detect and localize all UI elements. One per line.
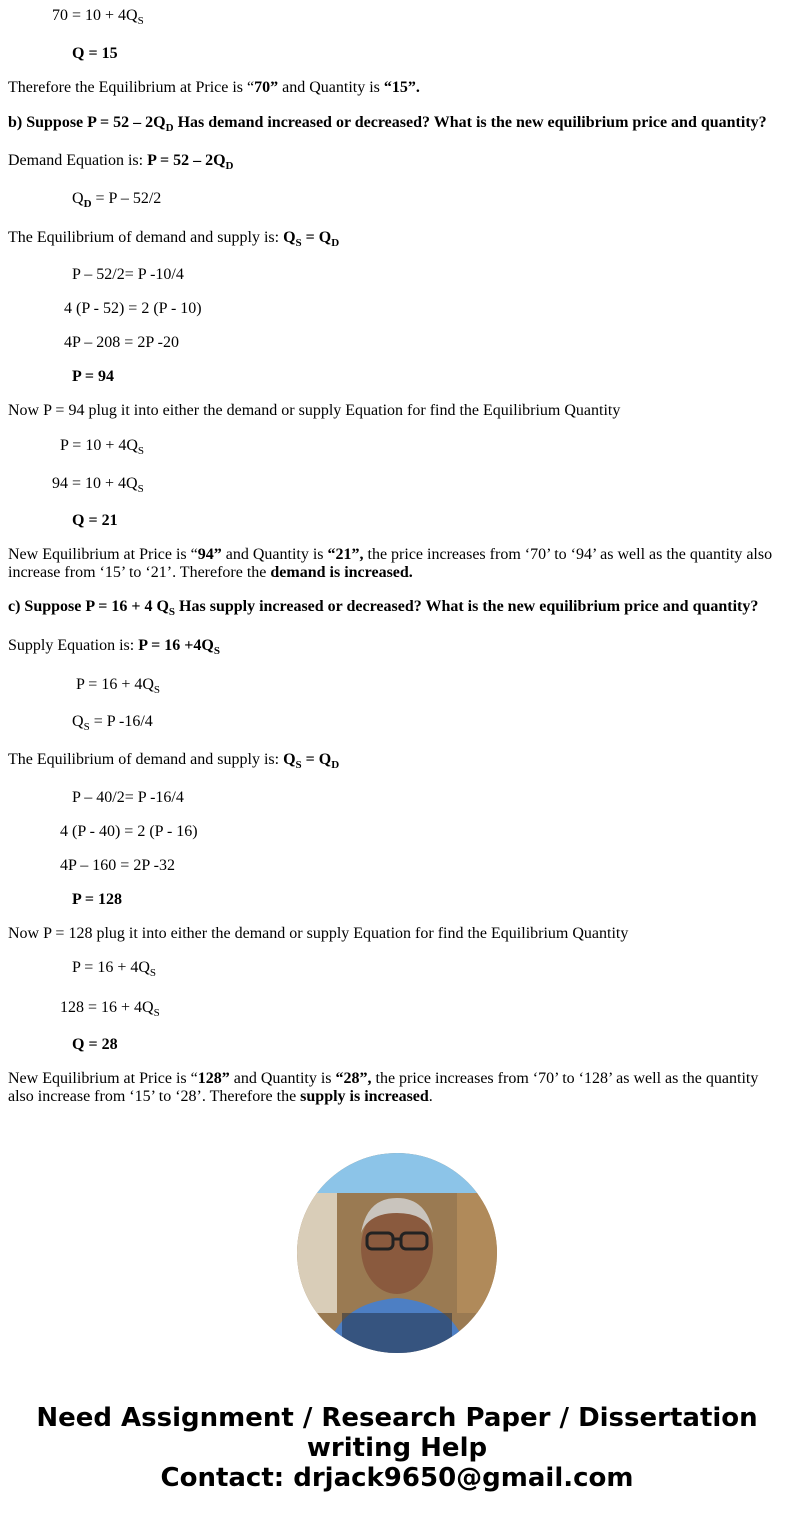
text-line (72, 1036, 118, 1054)
subscript: S (295, 237, 302, 249)
text-segment: P = 10 + 4Q (60, 437, 138, 454)
footer-contact-text: Contact: drjack9650@gmail.com (160, 1463, 634, 1493)
text-segment: . (428, 1088, 433, 1105)
subscript: S (213, 645, 220, 657)
text-line (72, 891, 122, 909)
text-segment: the price increases from ‘70’ to ‘128’ as well as the quantity also increase from ‘15’ to ‘28’. Therefore the (8, 1070, 759, 1105)
text-segment: = P – 52/2 (91, 190, 162, 207)
text-segment: and Quantity is (229, 1070, 336, 1087)
text-segment: P = 16 +4Q (138, 637, 214, 654)
text-segment: and Quantity is (221, 546, 328, 563)
subscript: S (137, 15, 144, 27)
person-photo-icon (297, 1153, 497, 1353)
text-segment: = Q (301, 229, 332, 246)
text-line (72, 512, 118, 530)
subscript: D (165, 122, 174, 134)
text-segment: Q (72, 713, 84, 730)
text-line (60, 857, 175, 875)
text-segment: Q (283, 229, 296, 246)
text-line (8, 152, 234, 170)
text-segment: 4 (P - 40) = 2 (P - 16) (60, 823, 198, 840)
text-segment: New Equilibrium at Price is “ (8, 1070, 198, 1087)
text-segment: P – 40/2= P -16/4 (72, 789, 184, 806)
text-line (8, 79, 420, 97)
subscript: S (149, 967, 157, 979)
text-segment: 4P – 160 = 2P -32 (60, 857, 175, 874)
text-segment: Q = 15 (72, 45, 118, 62)
subscript: S (83, 721, 90, 733)
paragraph (8, 1070, 788, 1106)
text-segment: Has supply increased or decreased? What is the new equilibrium price and quantity? (175, 598, 759, 615)
author-avatar (297, 1153, 497, 1353)
text-line (72, 959, 156, 977)
text-segment: P = 16 + 4Q (72, 959, 150, 976)
text-segment: demand is increased. (270, 564, 413, 581)
text-segment: Supply Equation is: (8, 637, 139, 654)
subscript: S (137, 445, 145, 457)
text-line (8, 114, 767, 132)
text-segment: Q = 28 (72, 1036, 118, 1053)
footer-help-text: Need Assignment / Research Paper / Dissertation writing Help (36, 1403, 758, 1463)
text-line (72, 190, 161, 208)
subscript: D (225, 160, 234, 172)
text-segment: P = 128 (72, 891, 123, 908)
text-segment: New Equilibrium at Price is “ (8, 546, 198, 563)
text-line (72, 266, 184, 284)
subscript: S (295, 759, 302, 771)
text-segment: Now P = 94 plug it into either the demand or supply Equation for find the Equilibrium Quantity (8, 402, 621, 419)
text-segment: P = 52 – 2Q (147, 152, 226, 169)
subscript: S (168, 606, 176, 618)
text-segment: Therefore the Equilibrium at Price is “ (8, 79, 255, 96)
subscript: D (83, 198, 92, 210)
text-segment: 70” (254, 79, 279, 96)
text-segment: = Q (301, 751, 332, 768)
text-segment: 128” (197, 1070, 230, 1087)
text-segment: The Equilibrium of demand and supply is: (8, 751, 284, 768)
text-segment: Q (72, 190, 84, 207)
text-line (8, 402, 620, 420)
text-line (8, 229, 339, 247)
subscript: S (137, 483, 144, 495)
text-line (64, 334, 179, 352)
text-line (8, 925, 628, 943)
text-segment: Has demand increased or decreased? What is the new equilibrium price and quantity? (173, 114, 767, 131)
subscript: S (153, 1007, 160, 1019)
contact-footer (0, 1403, 794, 1493)
text-segment: 4 (P - 52) = 2 (P - 10) (64, 300, 202, 317)
subscript: S (153, 684, 161, 696)
text-line (76, 676, 160, 694)
text-segment: “15”. (383, 79, 420, 96)
text-line (60, 999, 160, 1017)
text-line (72, 713, 153, 731)
text-segment: “28”, (335, 1070, 372, 1087)
text-segment: b) Suppose P = 52 – 2Q (8, 114, 166, 131)
text-line (64, 300, 202, 318)
text-line (72, 789, 184, 807)
text-segment: = P -16/4 (89, 713, 153, 730)
text-segment: the price increases from ‘70’ to ‘94’ as well as the quantity also increase from ‘15’ to ‘21’. Therefore the (8, 546, 773, 581)
text-line (60, 823, 198, 841)
text-segment: 94 = 10 + 4Q (52, 475, 138, 492)
text-line (8, 598, 758, 616)
text-line (72, 368, 114, 386)
text-segment: and Quantity is (278, 79, 384, 96)
text-segment: 70 = 10 + 4Q (52, 7, 138, 24)
text-segment: Q = 21 (72, 512, 118, 529)
text-segment: 128 = 16 + 4Q (60, 999, 154, 1016)
text-segment: Q (283, 751, 296, 768)
text-segment: 94” (197, 546, 222, 563)
text-segment: P = 16 + 4Q (76, 676, 154, 693)
text-segment: c) Suppose P = 16 + 4 Q (8, 598, 169, 615)
text-segment: Demand Equation is: (8, 152, 148, 169)
text-line (52, 7, 144, 25)
text-line (8, 751, 339, 769)
text-segment: 4P – 208 = 2P -20 (64, 334, 179, 351)
text-segment: Now P = 128 plug it into either the demand or supply Equation for find the Equilibrium Quantity (8, 925, 629, 942)
text-segment: P = 94 (72, 368, 115, 385)
text-segment: supply is increased (300, 1088, 429, 1105)
text-line (72, 45, 118, 63)
subscript: D (331, 759, 340, 771)
text-segment: “21”, (327, 546, 364, 563)
text-line (60, 437, 144, 455)
paragraph (8, 546, 788, 582)
text-segment: The Equilibrium of demand and supply is: (8, 229, 284, 246)
text-line (8, 637, 220, 655)
text-line (52, 475, 144, 493)
text-segment: P – 52/2= P -10/4 (72, 266, 184, 283)
subscript: D (331, 237, 340, 249)
